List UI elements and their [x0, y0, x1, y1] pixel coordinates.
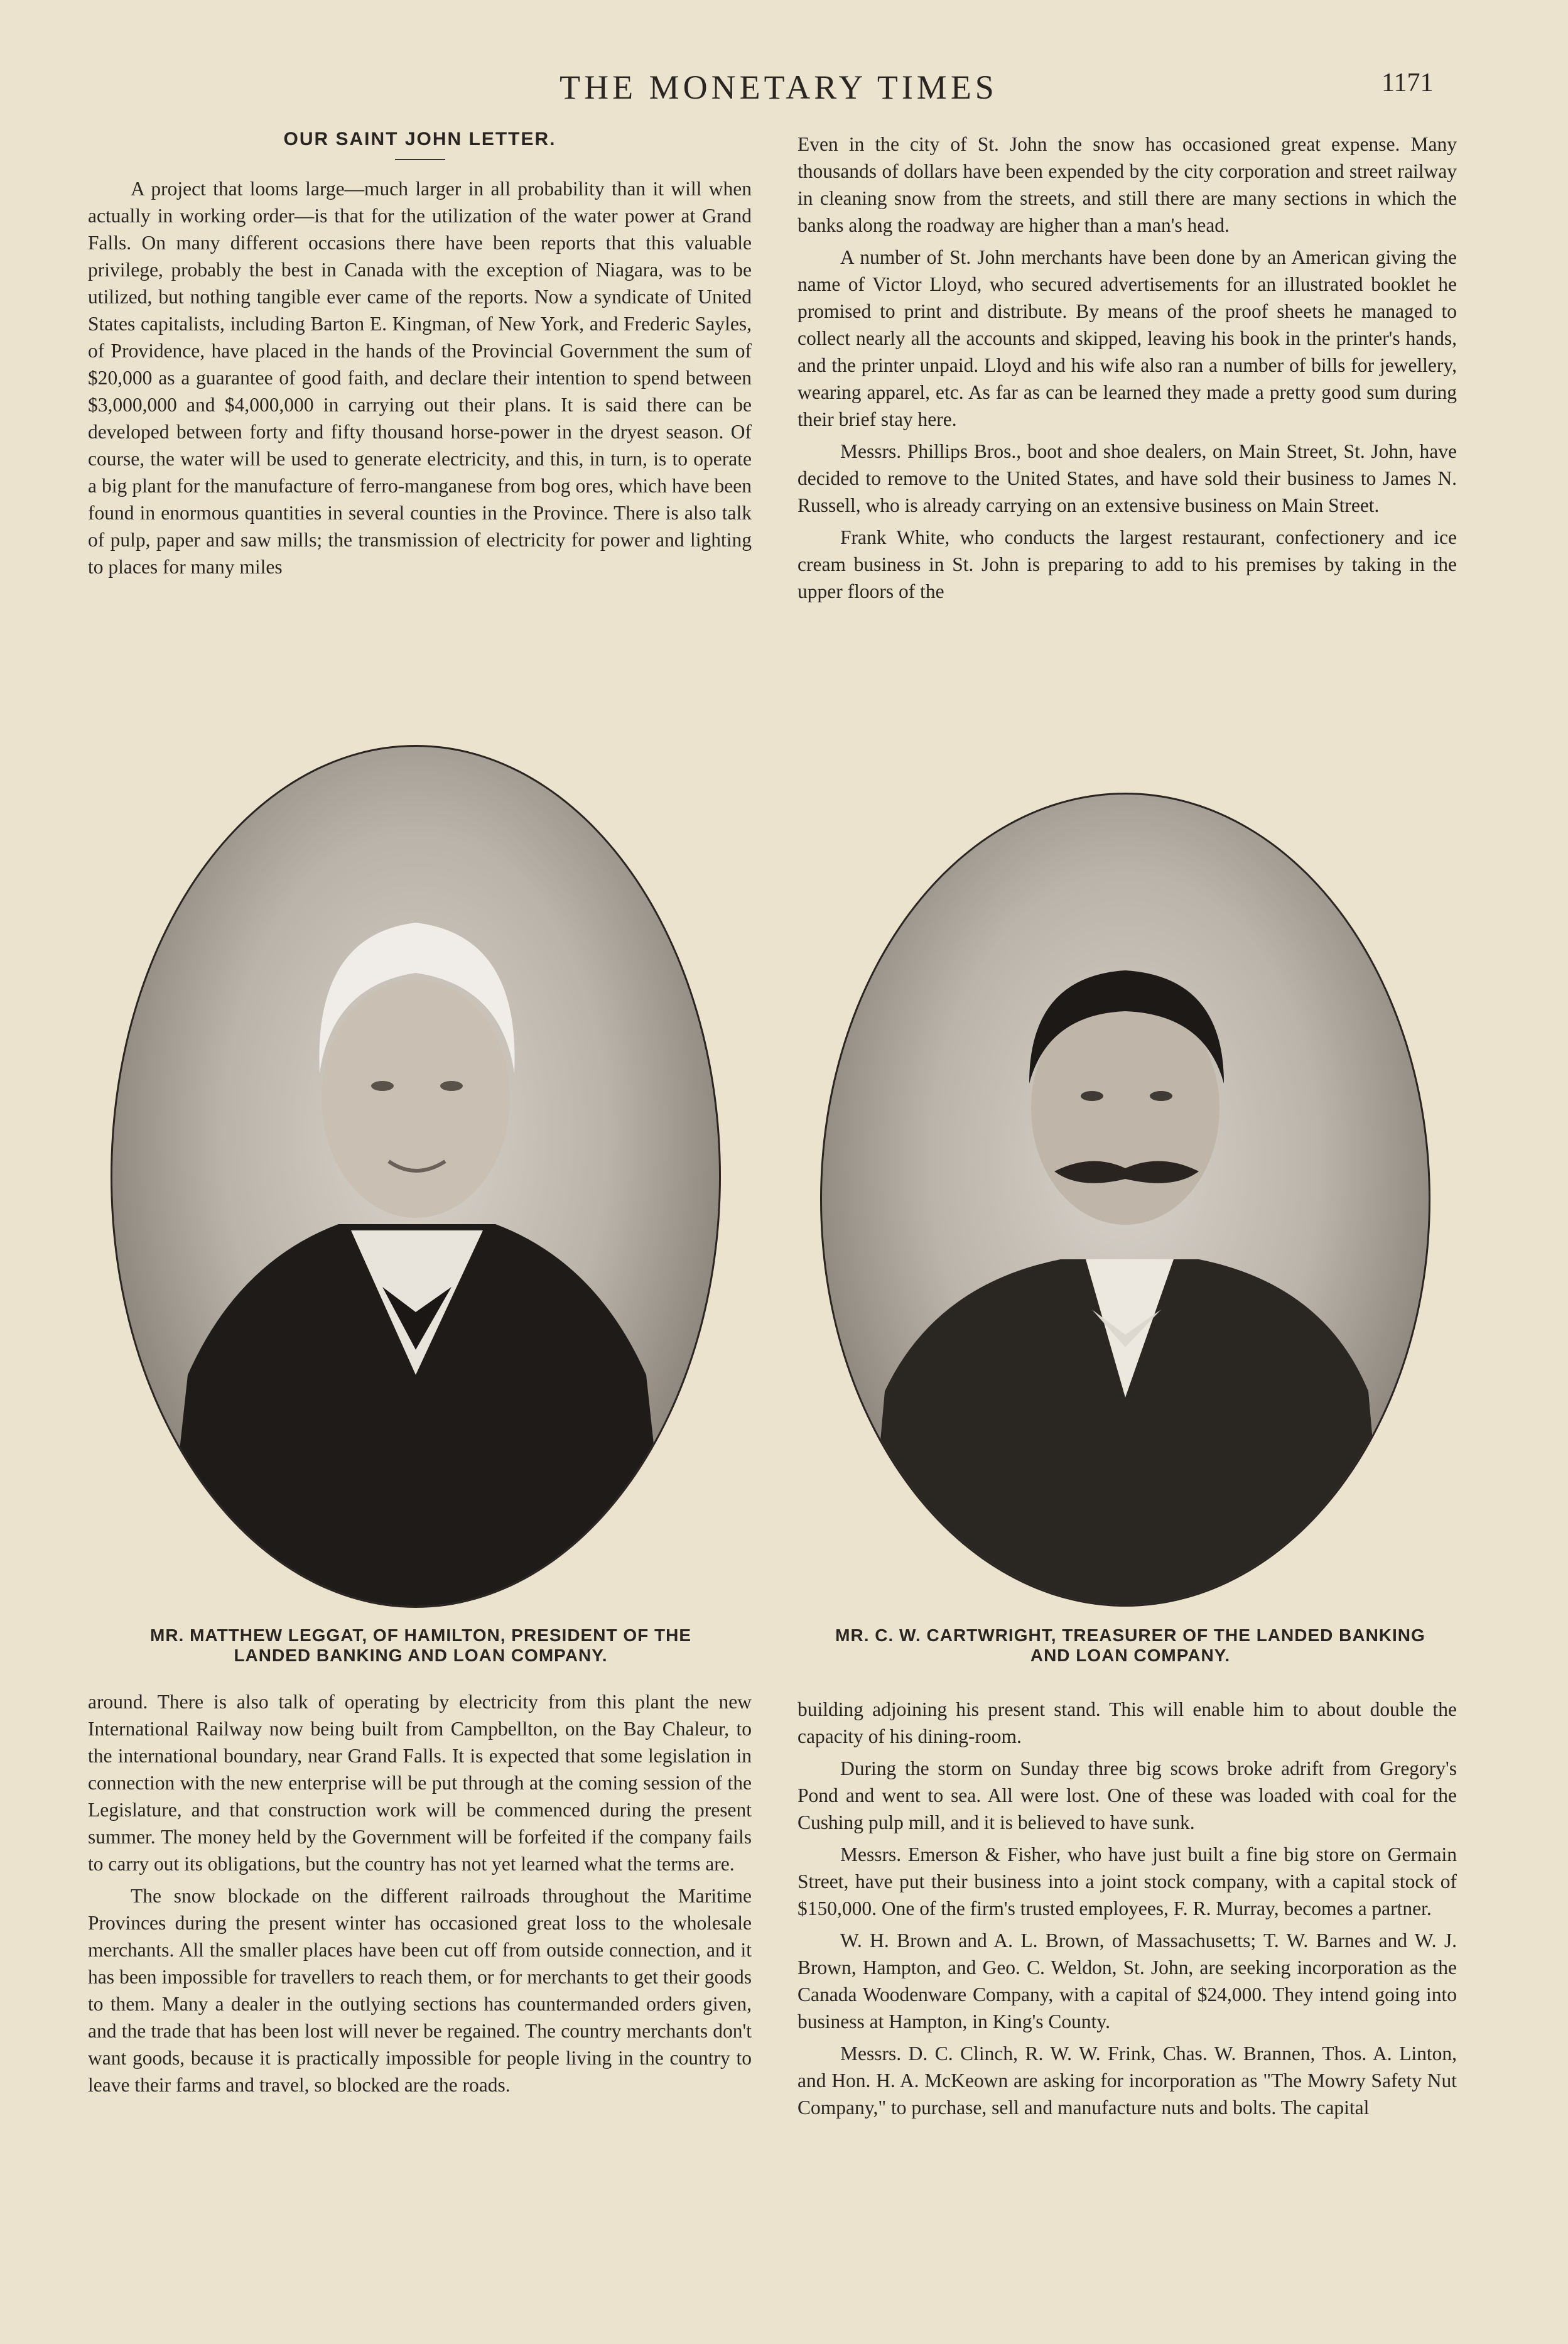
- column-right-bottom: [798, 1696, 1457, 2121]
- paragraph: Frank White, who conducts the largest restaurant, confectionery and ice cream business in St. John is preparing to add to his premises by taking in the upper floors of the: [798, 526, 1457, 602]
- portrait-cw-cartwright: [820, 793, 1430, 1607]
- caption-right: [798, 1625, 1463, 1666]
- portrait-photo: [112, 747, 719, 1606]
- paragraph: The snow blockade on the different railroads throughout the Maritime Provinces during the present winter has occasioned great loss to the wholesale merchants. All the smaller places have been cut off from outside connection, and it has been impossible for travellers to reach them, or for merchants to get their goods to them. Many a dealer in the outlying sections has countermanded orders given, and the trade that has been lost will never be regained. The country merchants don't want goods, because it is practically impossible for people living in the country to leave their farms and travel, so blocked are the roads.: [88, 1885, 752, 2096]
- paragraph: W. H. Brown and A. L. Brown, of Massachusetts; T. W. Barnes and W. J. Brown, Hampton, and Geo. C. Weldon, St. John, are seeking incorporation as the Canada Woodenware Company, with a capital of $24,000. They intend going into business at Hampton, in King's County.: [798, 1929, 1457, 2032]
- caption-line: AND LOAN COMPANY.: [1030, 1646, 1231, 1665]
- portrait-photo: [822, 795, 1429, 1605]
- paragraph: Messrs. Emerson & Fisher, who have just built a fine big store on Germain Street, have put their business into a joint stock company, with a capital stock of $150,000. One of the firm's trusted employees, F. R. Murray, becomes a partner.: [798, 1843, 1457, 1919]
- paragraph: During the storm on Sunday three big scows broke adrift from Gregory's Pond and went to sea. All were lost. One of these was loaded with coal for the Cushing pulp mill, and it is believed to have sunk.: [798, 1757, 1457, 1833]
- page-number: 1171: [1381, 68, 1434, 97]
- column-left-bottom: [88, 1688, 752, 2098]
- paragraph: around. There is also talk of operating by electricity from this plant the new International Railway now being built from Campbellton, on the Bay Chaleur, to the international boundary, near Grand Falls. It is expected that some legislation in connection with the new enterprise will be put through at the coming session of the Legislature, and that construction work will be commenced during the present summer. The money held by the Government will be forfeited if the company fails to carry out its obligations, but the country has not yet learned what the terms are.: [88, 1691, 752, 1875]
- paragraph: A number of St. John merchants have been done by an American giving the name of Victor Lloyd, who secured advertisements for an illustrated booklet he promised to print and distribute. By means of the proof sheets he managed to collect nearly all the accounts and skipped, leaving his book in the printer's hands, and the printer unpaid. Lloyd and his wife also ran a number of bills for jewellery, wearing apparel, etc. As far as can be learned they made a pretty good sum during their brief stay here.: [798, 246, 1457, 430]
- portrait-matthew-leggat: [111, 745, 721, 1608]
- masthead: THE MONETARY TIMES: [560, 68, 998, 106]
- caption-line: LANDED BANKING AND LOAN COMPANY.: [234, 1646, 608, 1665]
- caption-line: MR. MATTHEW LEGGAT, OF HAMILTON, PRESIDENT OF THE: [150, 1625, 691, 1645]
- paragraph: A project that looms large—much larger in all probability than it will when actually in working order—is that for the utilization of the water power at Grand Falls. On many different occasions there have been reports that this valuable privilege, probably the best in Canada with the exception of Niagara, was to be utilized, but nothing tangible ever came of the reports. Now a syndicate of United States capitalists, including Barton E. Kingman, of New York, and Frederic Sayles, of Providence, have placed in the hands of the Provincial Government the sum of $20,000 as a guarantee of good faith, and declare their intention to spend between $3,000,000 and $4,000,000 in carrying out their plans. It is said there can be developed between forty and fifty thousand horse-power in the dryest season. Of course, the water will be used to generate electricity, and this, in turn, is to operate a big plant for the manufacture of ferro-manganese from bog ores, which have been found in enormous quantities in several counties in the Province. There is also talk of pulp, paper and saw mills; the transmission of electricity for power and lighting to places for many miles: [88, 178, 752, 578]
- caption-line: MR. C. W. CARTWRIGHT, TREASURER OF THE LANDED BANKING: [835, 1625, 1425, 1645]
- article-title: OUR SAINT JOHN LETTER.: [283, 129, 556, 149]
- paragraph: Messrs. Phillips Bros., boot and shoe dealers, on Main Street, St. John, have decided to remove to the United States, and have sold their business to James N. Russell, who is already carrying on an extensive business on Main Street.: [798, 440, 1457, 516]
- column-left-top: [88, 126, 752, 580]
- paragraph: Messrs. D. C. Clinch, R. W. W. Frink, Chas. W. Brannen, Thos. A. Linton, and Hon. H. A. McKeown are asking for incorporation as "The Mowry Safety Nut Company," to purchase, sell and manufacture nuts and bolts. The capital: [798, 2043, 1457, 2119]
- title-rule: [395, 159, 445, 160]
- paragraph: Even in the city of St. John the snow has occasioned great expense. Many thousands of dollars have been expended by the city corporation and street railway in cleaning snow from the streets, and still there are many sections in which the banks along the roadway are higher than a man's head.: [798, 133, 1457, 236]
- caption-left: [88, 1625, 754, 1666]
- paragraph: building adjoining his present stand. This will enable him to about double the capacity of his dining-room.: [798, 1698, 1457, 1747]
- column-right-top: [798, 131, 1457, 605]
